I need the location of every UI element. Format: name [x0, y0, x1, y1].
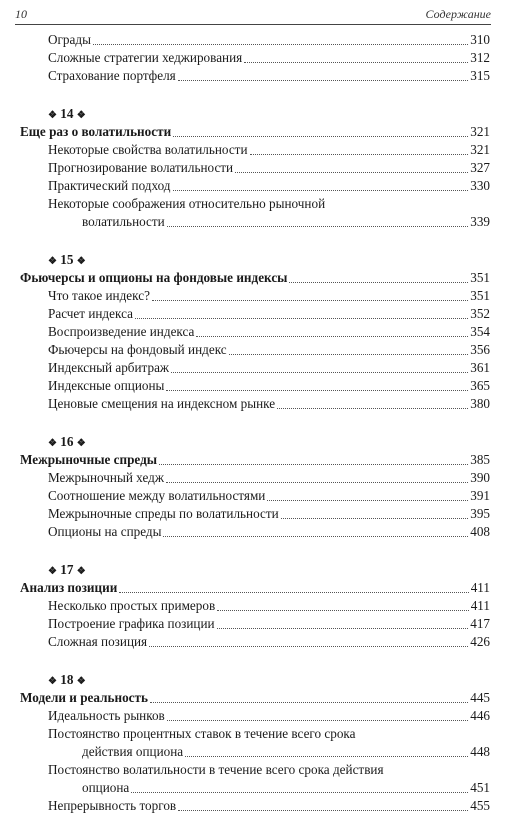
toc-entry-page: 417 — [470, 616, 490, 631]
toc-entry-title: Сложная позиция — [48, 634, 148, 649]
dot-leader — [196, 336, 468, 337]
dot-leader — [281, 518, 469, 519]
dot-leader — [235, 172, 468, 173]
toc-entry-title: Опционы на спреды — [48, 524, 162, 539]
chapter-title-entry[interactable] — [20, 579, 490, 597]
toc-entry[interactable] — [20, 323, 490, 341]
toc-entry[interactable] — [20, 395, 490, 413]
chapter-title-entry[interactable] — [20, 123, 490, 141]
dot-leader — [159, 464, 468, 465]
chapter-number-value: 15 — [60, 252, 74, 267]
toc-entry[interactable] — [20, 469, 490, 487]
chapter-title: Фьючерсы и опционы на фондовые индексы — [20, 270, 288, 285]
running-header — [15, 4, 491, 25]
chapter-number-value: 18 — [60, 672, 74, 687]
toc-entry[interactable] — [20, 779, 490, 797]
chapter-title-entry[interactable] — [20, 269, 490, 287]
toc-entry-page: 446 — [470, 708, 490, 723]
toc-entry[interactable] — [20, 359, 490, 377]
dot-leader — [289, 282, 468, 283]
dot-leader — [250, 154, 469, 155]
toc-entry-title-line1[interactable]: Постоянство процентных ставок в течение всего срока — [48, 726, 356, 741]
toc-entry[interactable] — [20, 743, 490, 761]
chapter-page: 445 — [470, 690, 490, 705]
toc-entry-title: Индексные опционы — [48, 378, 165, 393]
toc-entry[interactable] — [20, 49, 490, 67]
toc-entry-title: Что такое индекс? — [48, 288, 150, 303]
dot-leader — [152, 300, 468, 301]
toc-entry-page: 408 — [470, 524, 490, 539]
toc-entry-title: Межрыночные спреды по волатильности — [48, 506, 279, 521]
dot-leader — [267, 500, 468, 501]
toc-entry-page: 321 — [470, 142, 490, 157]
toc-entry-page: 426 — [470, 634, 490, 649]
toc-entry[interactable] — [20, 305, 490, 323]
toc-entry-page: 354 — [470, 324, 490, 339]
toc-entry-title: Расчет индекса — [48, 306, 133, 321]
toc-entry[interactable] — [20, 341, 490, 359]
dot-leader — [167, 720, 468, 721]
chapter-title-entry[interactable] — [20, 451, 490, 469]
dot-leader — [171, 372, 468, 373]
toc-entry-page: 411 — [470, 598, 490, 613]
dot-leader — [217, 628, 469, 629]
ornament-icon: ❖ — [48, 566, 57, 577]
chapter-number — [20, 433, 490, 451]
toc-entry-page: 455 — [470, 798, 490, 813]
toc-entry-page: 312 — [470, 50, 490, 65]
toc-entry-title: Воспроизведение индекса — [48, 324, 195, 339]
toc-entry-title-line1[interactable]: Некоторые соображения относительно рыночной — [48, 196, 326, 211]
dot-leader — [93, 44, 468, 45]
page-number: 10 — [15, 7, 27, 21]
dot-leader — [229, 354, 469, 355]
table-of-contents — [20, 31, 490, 815]
toc-entry-title-line1[interactable]: Постоянство волатильности в течение всего срока действия — [48, 762, 384, 777]
toc-entry[interactable] — [20, 633, 490, 651]
toc-entry-title: Межрыночный хедж — [48, 470, 164, 485]
dot-leader — [217, 610, 469, 611]
toc-entry-title: Идеальность рынков — [48, 708, 165, 723]
toc-entry-page: 330 — [470, 178, 490, 193]
toc-entry-page: 380 — [470, 396, 490, 411]
chapter-title-entry[interactable] — [20, 689, 490, 707]
chapter-title: Модели и реальность — [20, 690, 148, 705]
toc-entry-page: 448 — [470, 744, 490, 759]
toc-entry-title: Построение графика позиции — [48, 616, 215, 631]
chapter-number-value: 14 — [60, 106, 74, 121]
toc-entry-page: 365 — [470, 378, 490, 393]
ornament-icon: ❖ — [76, 438, 86, 449]
ornament-icon: ❖ — [76, 110, 86, 121]
running-title: Содержание — [425, 7, 491, 21]
toc-entry[interactable] — [20, 615, 490, 633]
chapter-page: 385 — [470, 452, 490, 467]
chapter-title: Межрыночные спреды — [20, 452, 158, 467]
ornament-icon: ❖ — [76, 566, 86, 577]
toc-entry-title-line2: действия опциона — [82, 744, 184, 759]
dot-leader — [149, 646, 468, 647]
toc-entry-title-line2: волатильности — [82, 214, 165, 229]
toc-entry[interactable] — [20, 159, 490, 177]
chapter-number-value: 17 — [60, 562, 74, 577]
toc-entry-title: Индексный арбитраж — [48, 360, 170, 375]
toc-entry[interactable] — [20, 505, 490, 523]
chapter-number — [20, 251, 490, 269]
ornament-icon: ❖ — [76, 256, 86, 267]
toc-entry-title: Непрерывность торгов — [48, 798, 177, 813]
chapter-number — [20, 105, 490, 123]
toc-entry-title: Ценовые смещения на индексном рынке — [48, 396, 276, 411]
toc-entry[interactable] — [20, 287, 490, 305]
toc-entry[interactable] — [20, 213, 490, 231]
toc-entry-page: 390 — [470, 470, 490, 485]
dot-leader — [150, 702, 468, 703]
toc-entry[interactable] — [20, 67, 490, 85]
toc-entry-page: 327 — [470, 160, 490, 175]
chapter-title: Еще раз о волатильности — [20, 124, 172, 139]
toc-entry-title: Практический подход — [48, 178, 171, 193]
chapter-page: 321 — [470, 124, 490, 139]
toc-entry[interactable] — [20, 31, 490, 49]
toc-entry-page: 339 — [470, 214, 490, 229]
chapter-number — [20, 561, 490, 579]
toc-entry[interactable] — [20, 377, 490, 395]
chapter-title: Анализ позиции — [20, 580, 118, 595]
dot-leader — [185, 756, 468, 757]
toc-entry[interactable] — [20, 177, 490, 195]
ornament-icon: ❖ — [76, 676, 86, 687]
toc-entry-title: Прогнозирование волатильности — [48, 160, 234, 175]
toc-entry[interactable] — [20, 707, 490, 725]
toc-entry-page: 356 — [470, 342, 490, 357]
toc-entry-title: Некоторые свойства волатильности — [48, 142, 248, 157]
toc-entry-page: 351 — [470, 288, 490, 303]
toc-entry-page: 395 — [470, 506, 490, 521]
dot-leader — [173, 190, 469, 191]
toc-entry-page: 451 — [470, 780, 490, 795]
dot-leader — [178, 80, 468, 81]
toc-entry-title: Несколько простых примеров — [48, 598, 216, 613]
toc-entry[interactable] — [20, 487, 490, 505]
dot-leader — [173, 136, 468, 137]
toc-entry-title: Соотношение между волатильностями — [48, 488, 266, 503]
toc-entry-page: 315 — [470, 68, 490, 83]
toc-entry-page: 352 — [470, 306, 490, 321]
toc-entry[interactable] — [20, 597, 490, 615]
dot-leader — [135, 318, 468, 319]
dot-leader — [244, 62, 468, 63]
dot-leader — [166, 482, 468, 483]
dot-leader — [167, 226, 469, 227]
toc-entry[interactable] — [20, 523, 490, 541]
chapter-number — [20, 671, 490, 689]
chapter-page: 351 — [470, 270, 490, 285]
ornament-icon: ❖ — [48, 438, 57, 449]
ornament-icon: ❖ — [48, 110, 57, 121]
toc-entry-title-line2: опциона — [82, 780, 130, 795]
dot-leader — [277, 408, 468, 409]
toc-entry-title: Фьючерсы на фондовый индекс — [48, 342, 227, 357]
toc-entry-page: 361 — [470, 360, 490, 375]
dot-leader — [131, 792, 468, 793]
toc-entry-title: Сложные стратегии хеджирования — [48, 50, 243, 65]
ornament-icon: ❖ — [48, 256, 57, 267]
ornament-icon: ❖ — [48, 676, 57, 687]
toc-entry-page: 391 — [470, 488, 490, 503]
toc-entry-title: Страхование портфеля — [48, 68, 176, 83]
chapter-page: 411 — [470, 580, 490, 595]
dot-leader — [166, 390, 468, 391]
chapter-number-value: 16 — [60, 434, 74, 449]
toc-entry-page: 310 — [470, 32, 490, 47]
dot-leader — [178, 810, 468, 811]
dot-leader — [163, 536, 468, 537]
dot-leader — [119, 592, 468, 593]
toc-entry[interactable] — [20, 141, 490, 159]
toc-entry-title: Ограды — [48, 32, 91, 47]
